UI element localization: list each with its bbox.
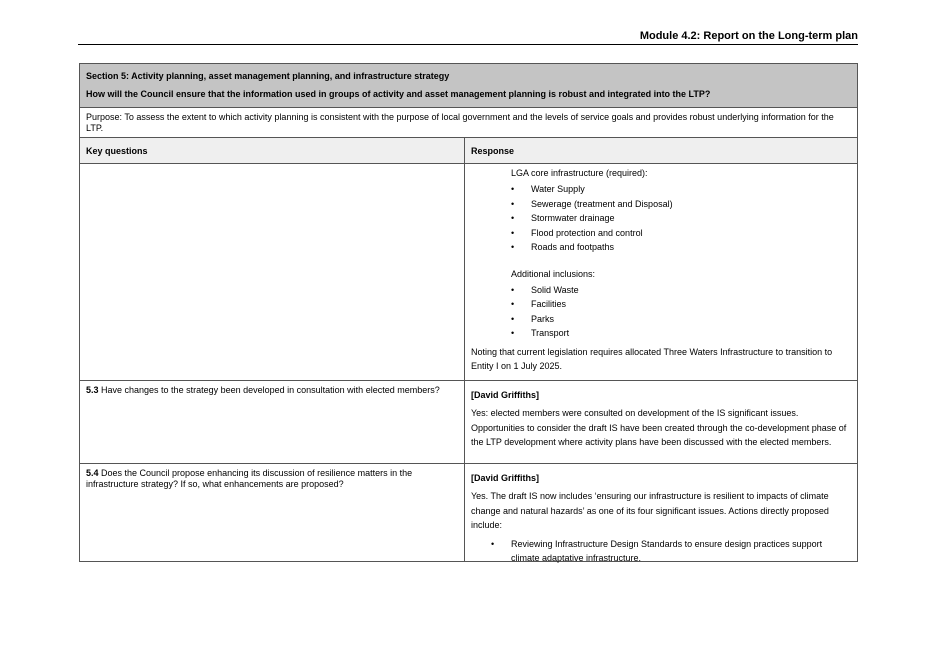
column-header-key-questions: Key questions bbox=[80, 138, 465, 163]
response-text: Yes. The draft IS now includes ‘ensuring our infrastructure is resilient to impacts of climate change and natural hazards’ as one of its four significant issues. Actions directly proposed include: bbox=[471, 491, 829, 530]
list-item: • Facilities bbox=[511, 297, 851, 312]
bullet-icon: • bbox=[511, 328, 515, 338]
section-title: Section 5: Activity planning, asset management planning, and infrastructure strategy bbox=[86, 71, 450, 81]
bullet-icon: • bbox=[491, 538, 495, 549]
list-item: • Transport bbox=[511, 326, 851, 341]
additional-inclusions-heading: Additional inclusions: bbox=[511, 268, 596, 279]
bullet-icon: • bbox=[511, 227, 515, 238]
empty-question-cell bbox=[80, 164, 465, 380]
question-number: 5.3 bbox=[86, 385, 99, 395]
list-item: • Stormwater drainage bbox=[511, 211, 851, 226]
lga-core-heading: LGA core infrastructure (required): bbox=[511, 168, 648, 178]
list-item: • Flood protection and control bbox=[511, 226, 851, 241]
core-infrastructure-list bbox=[471, 182, 851, 255]
list-item: • Sewerage (treatment and Disposal) bbox=[511, 197, 851, 212]
question-text: Have changes to the strategy been developed in consultation with elected members? bbox=[98, 385, 440, 395]
three-waters-note: Noting that current legislation requires allocated Three Waters Infrastructure to transition to Entity I on 1 July 2025. bbox=[471, 346, 833, 371]
column-header-row bbox=[80, 138, 857, 164]
section-header bbox=[80, 64, 857, 108]
question-text: Does the Council propose enhancing its discussion of resilience matters in the infrastructure strategy? If so, what enhancements are proposed? bbox=[86, 468, 413, 489]
responder-name: [David Griffiths] bbox=[471, 390, 540, 400]
column-header-response: Response bbox=[471, 146, 515, 156]
bullet-icon: • bbox=[511, 242, 515, 252]
response-5-4 bbox=[465, 464, 857, 561]
question-5-4 bbox=[80, 464, 465, 561]
list-item: • Solid Waste bbox=[511, 283, 851, 298]
additional-inclusions-list bbox=[471, 283, 851, 341]
purpose-text: Purpose: To assess the extent to which activity planning is consistent with the purpose of local government and the levels of service goals and provides robust underlying information for the LTP. bbox=[80, 108, 857, 138]
response-5-3 bbox=[465, 381, 857, 463]
bullet-icon: • bbox=[511, 284, 515, 295]
infrastructure-response-cell bbox=[465, 164, 857, 380]
actions-list bbox=[471, 537, 851, 566]
response-text: Yes: elected members were consulted on development of the IS significant issues. Opportunities to consider the draft IS have been created through the co-development phase of the LTP development where activity plans have been discussed with the elected members. bbox=[471, 408, 847, 447]
table-row bbox=[80, 381, 857, 464]
bullet-icon: • bbox=[511, 299, 515, 309]
question-5-3 bbox=[80, 381, 465, 463]
list-item: • Reviewing Infrastructure Design Standards to ensure design practices support climate adaptative infrastructure. bbox=[491, 538, 823, 563]
question-number: 5.4 bbox=[86, 468, 99, 478]
table-row bbox=[80, 164, 857, 381]
bullet-icon: • bbox=[511, 213, 515, 223]
responder-name: [David Griffiths] bbox=[471, 473, 540, 483]
list-item: • Parks bbox=[511, 312, 851, 327]
bullet-icon: • bbox=[511, 313, 515, 324]
report-table bbox=[79, 63, 858, 562]
page-header bbox=[78, 30, 858, 45]
page-header-title: Module 4.2: Report on the Long-term plan bbox=[639, 30, 858, 42]
bullet-icon: • bbox=[511, 184, 515, 194]
table-row bbox=[80, 464, 857, 561]
list-item: • Water Supply bbox=[511, 182, 851, 197]
section-question: How will the Council ensure that the information used in groups of activity and asset management planning is robust and integrated into the LTP? bbox=[86, 89, 711, 99]
bullet-icon: • bbox=[511, 198, 515, 209]
list-item: • Roads and footpaths bbox=[511, 240, 851, 255]
